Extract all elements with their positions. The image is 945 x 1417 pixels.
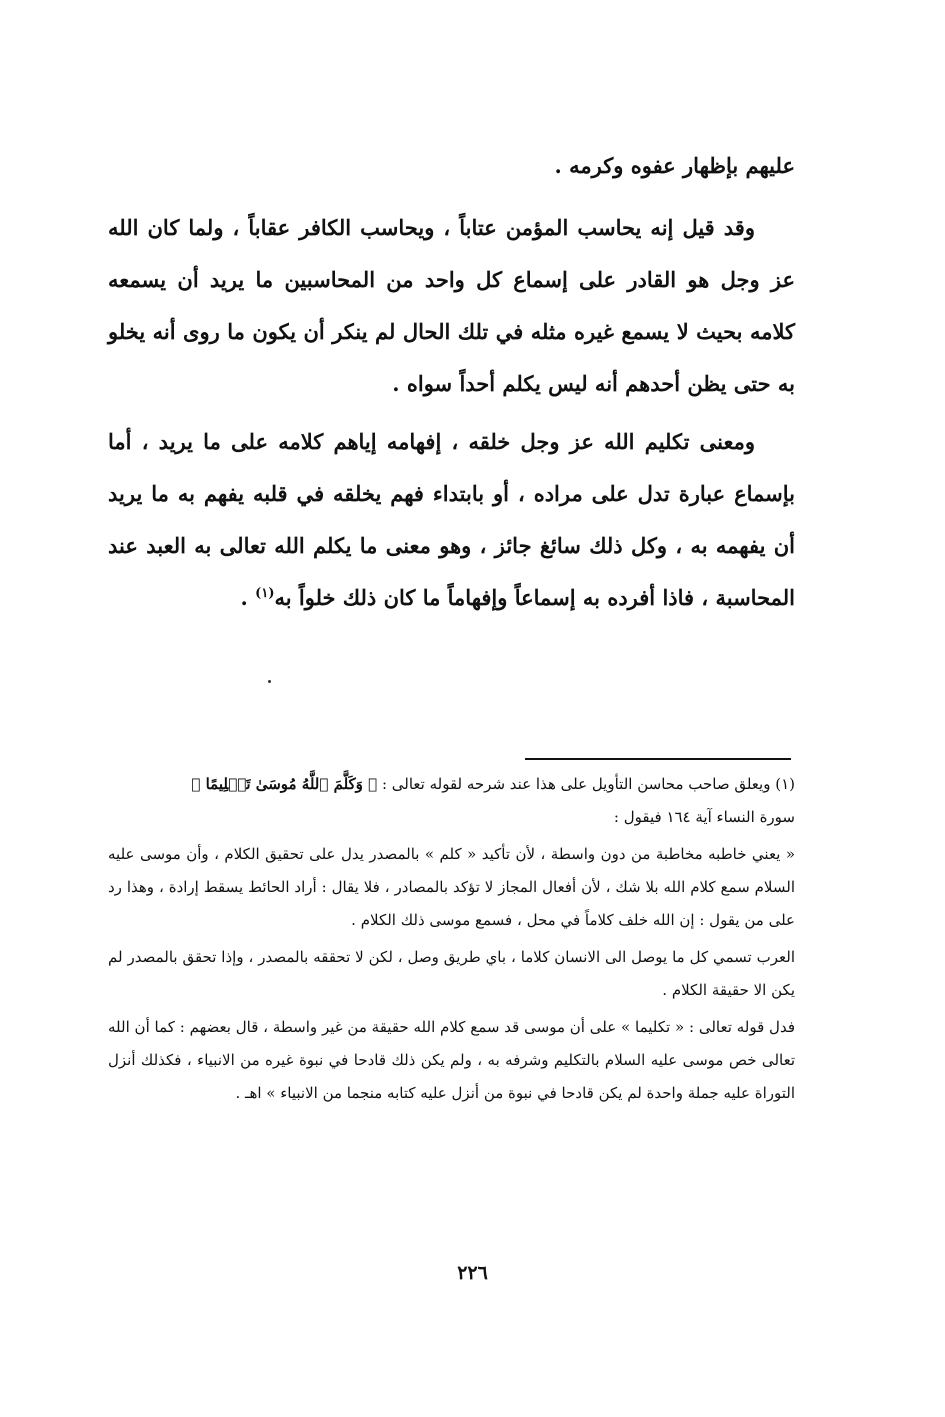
footnote-1-intro-2: سورة النساء آية ١٦٤ فيقول :	[613, 808, 795, 826]
stray-mark	[268, 680, 271, 683]
paragraph-3-text: ومعنى تكليم الله عز وجل خلقه ، إفهامه إياهم كلامه على ما يريد ، أما بإسماع عبارة تدل على مراده ، أو بابتداء فهم يخلقه في قلبه يفهم به ما يريد أن يفهمه به ، وكل ذلك سائغ جائز ، وهو معنى ما يكلم الله تعالى به العبد عند المحاسبة ، فاذا أفرده به إسماعاً وإفهاماً ما كان ذلك خلواً به	[108, 429, 795, 610]
paragraph-2: وقد قيل إنه يحاسب المؤمن عتاباً ، ويحاسب الكافر عقاباً ، ولما كان الله عز وجل هو القادر على إسماع كل واحد من المحاسبين ما يريد أن يسمعه كلامه بحيث لا يسمع غيره مثله في تلك الحال لم ينكر أن يكون ما روى أنه يخلو به حتى يظن أحدهم أنه ليس يكلم أحداً سواه .	[108, 215, 795, 396]
paragraph-1: عليهم بإظهار عفوه وكرمه .	[554, 153, 795, 178]
footnote-1-paragraph-1: « يعني خاطبه مخاطبة من دون واسطة ، لأن تأكيد « كلم » بالمصدر يدل على تحقيق الكلام ، وأن موسى عليه السلام سمع كلام الله بلا شك ، لأن أفعال المجاز لا تؤكد بالمصادر ، فلا يقال : أراد الحائط يسقط إرادة ، وهذا رد على من يقول : إن الله خلف كلاماً في محل ، فسمع موسى ذلك الكلام .	[108, 845, 795, 929]
footnote-reference[interactable]: (١)	[255, 586, 275, 601]
main-text	[108, 140, 795, 624]
footnotes	[108, 768, 795, 1110]
paragraph-3	[108, 416, 795, 624]
paragraph-3-end: .	[240, 585, 256, 610]
quran-verse: ﴿ وَكَلَّمَ ٱللَّهُ مُوسَىٰ تَكۡلِيمًا ﴾	[191, 775, 378, 793]
page-number: ٢٢٦	[457, 1262, 488, 1284]
footnote-1-intro-text: (١) ويعلق صاحب محاسن التأويل على هذا عند شرحه لقوله تعالى :	[381, 775, 795, 793]
footnote-1-paragraph-3: فدل قوله تعالى : « تكليما » على أن موسى قد سمع كلام الله حقيقة من غير واسطة ، قال بعضهم : كما أن الله تعالى خص موسى عليه السلام بالتكليم وشرفه به ، ولم يكن ذلك قادحا في نبوة غيره من الانبياء ، فكذلك أنزل التوراة عليه جملة واحدة لم يكن قادحا في نبوة من أنزل عليه كتابه منجما من الانبياء » اهـ .	[108, 1018, 795, 1102]
footnote-1-paragraph-2: العرب تسمي كل ما يوصل الى الانسان كلاما ، باي طريق وصل ، لكن لا تحققه بالمصدر ، وإذا تحقق بالمصدر لم يكن الا حقيقة الكلام .	[108, 948, 795, 999]
footnote-1-intro	[108, 768, 795, 801]
footnote-separator	[525, 758, 791, 760]
